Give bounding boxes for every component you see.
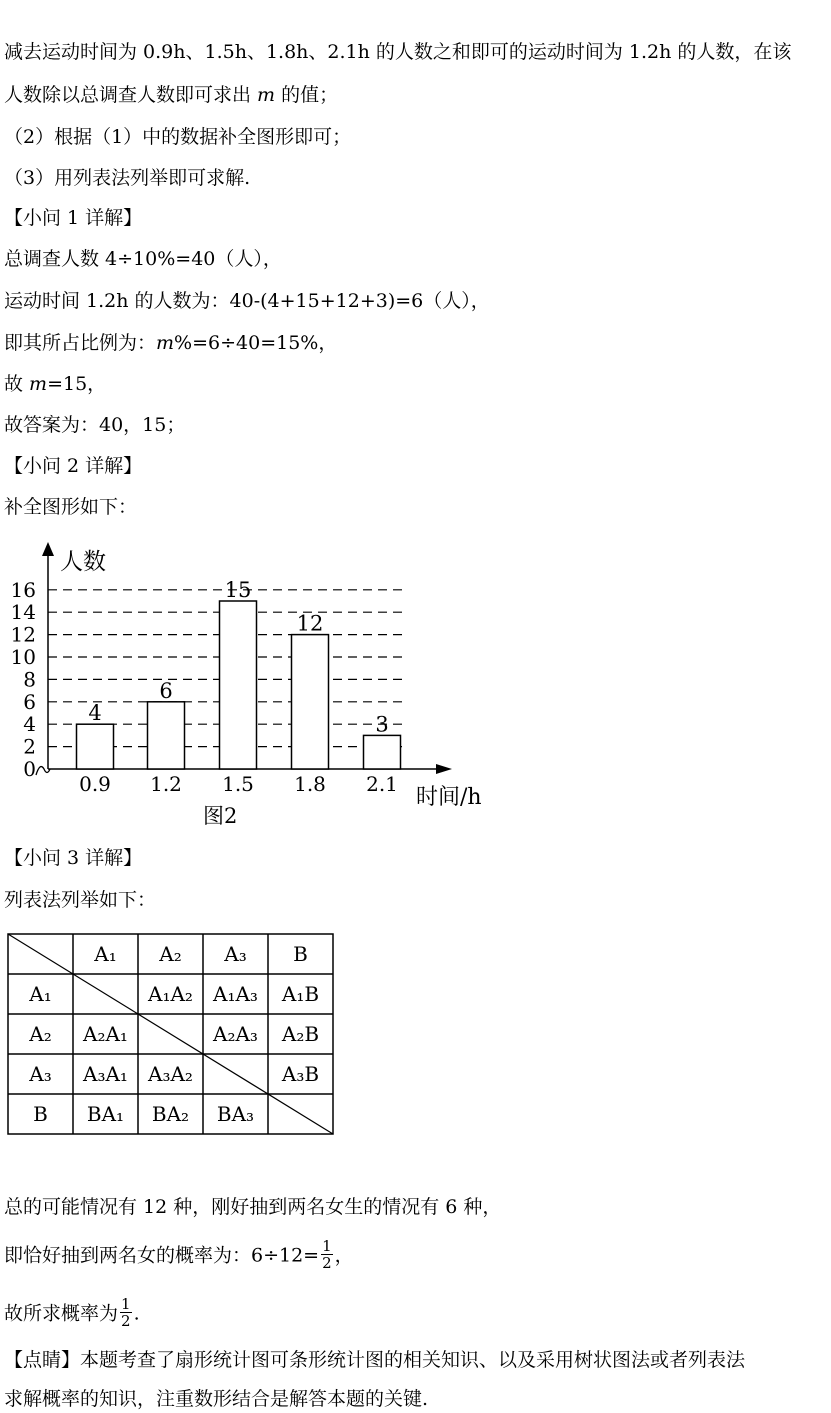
y-tick-label: 4 bbox=[23, 712, 36, 737]
table-cell: A₂A₃ bbox=[213, 1022, 258, 1046]
y-tick-label: 12 bbox=[10, 622, 36, 647]
text-line-3: （2）根据（1）中的数据补全图形即可； bbox=[4, 126, 352, 148]
table-cell: A₂B bbox=[281, 1022, 320, 1046]
chart-caption: 图2 bbox=[203, 804, 238, 828]
table-header-cell: B bbox=[293, 942, 308, 966]
x-tick-label: 0.9 bbox=[79, 772, 111, 796]
x-tick-label: 2.1 bbox=[366, 772, 398, 796]
text-line-16 bbox=[4, 1237, 354, 1273]
fraction-numerator: 1 bbox=[322, 1237, 332, 1255]
y-tick-label: 8 bbox=[23, 667, 36, 692]
y-tick-label: 16 bbox=[10, 577, 36, 602]
math-variable: m bbox=[156, 332, 175, 354]
table-row-header: A₃ bbox=[29, 1062, 52, 1086]
bar bbox=[77, 724, 114, 769]
text-segment: 即其所占比例为： bbox=[4, 332, 157, 354]
bar bbox=[148, 702, 185, 769]
text-segment: . bbox=[133, 1302, 140, 1325]
table-cell: BA₂ bbox=[151, 1102, 190, 1126]
fraction bbox=[120, 1296, 132, 1329]
table-header-cell: A₂ bbox=[159, 942, 182, 966]
text-line-19: 求解概率的知识，注重数形结合是解答本题的关键. bbox=[4, 1388, 429, 1410]
bar-chart bbox=[0, 530, 500, 830]
text-line-8 bbox=[4, 331, 337, 355]
table-cell: A₂A₁ bbox=[83, 1022, 128, 1046]
text-segment: 即恰好抽到两名女的概率为：6÷12= bbox=[4, 1244, 320, 1267]
text-line-6: 总调查人数 4÷10%=40（人）， bbox=[4, 248, 282, 270]
x-tick-label: 1.5 bbox=[222, 772, 254, 796]
y-tick-label: 10 bbox=[10, 645, 36, 669]
math-variable: m bbox=[29, 373, 48, 395]
bar bbox=[292, 635, 329, 769]
y-tick-label: 2 bbox=[23, 734, 36, 759]
section-heading-1: 【小问 1 详解】 bbox=[4, 207, 143, 229]
bar bbox=[364, 735, 401, 769]
section-heading-2: 【小问 2 详解】 bbox=[4, 455, 143, 477]
y-tick-label: 14 bbox=[10, 600, 36, 625]
table-cell: A₃A₂ bbox=[148, 1062, 193, 1086]
section-heading-3: 【小问 3 详解】 bbox=[4, 847, 143, 869]
bar bbox=[220, 601, 257, 769]
data-label: 6 bbox=[159, 678, 173, 703]
y-axis-title: 人数 bbox=[60, 549, 106, 575]
table-cell: BA₃ bbox=[216, 1102, 255, 1126]
fraction-numerator: 1 bbox=[121, 1295, 131, 1313]
x-axis-title: 时间/h bbox=[416, 785, 482, 810]
text-line-17 bbox=[4, 1295, 140, 1331]
data-label: 3 bbox=[375, 712, 389, 737]
data-label: 15 bbox=[224, 578, 252, 602]
y-axis-arrow bbox=[42, 542, 54, 556]
fraction-denominator: 2 bbox=[322, 1254, 332, 1272]
text-segment: 故 bbox=[4, 373, 30, 395]
data-label: 12 bbox=[296, 611, 324, 636]
text-line-9 bbox=[4, 372, 106, 396]
y-tick-label: 0 bbox=[23, 757, 36, 781]
table-header-cell: A₃ bbox=[224, 942, 247, 966]
text-line-15: 总的可能情况有 12 种，刚好抽到两名女生的情况有 6 种， bbox=[4, 1196, 502, 1218]
fraction bbox=[321, 1238, 333, 1271]
text-line-12: 补全图形如下： bbox=[4, 496, 138, 518]
table-row-header: B bbox=[33, 1102, 48, 1126]
text-line-18: 【点睛】本题考查了扇形统计图可条形统计图的相关知识、以及采用树状图法或者列表法 bbox=[4, 1349, 746, 1371]
table-cell: A₃A₁ bbox=[83, 1062, 128, 1086]
x-tick-label: 1.8 bbox=[294, 772, 326, 796]
text-line-14: 列表法列举如下： bbox=[4, 889, 157, 911]
text-segment: =15， bbox=[47, 373, 107, 395]
x-axis-arrow bbox=[436, 764, 452, 774]
fraction-denominator: 2 bbox=[121, 1312, 131, 1330]
data-label: 4 bbox=[88, 701, 102, 726]
table-cell: A₁A₃ bbox=[213, 982, 258, 1006]
text-line-10: 故答案为：40，15； bbox=[4, 414, 186, 436]
table-row-header: A₁ bbox=[29, 982, 52, 1006]
text-line-1: 减去运动时间为 0.9h、1.5h、1.8h、2.1h 的人数之和即可的运动时间为 1.2h 的人数，在该 bbox=[4, 41, 792, 63]
text-segment: ， bbox=[334, 1244, 354, 1267]
table-header-cell: A₁ bbox=[94, 942, 117, 966]
text-line-7: 运动时间 1.2h 的人数为：40-(4+15+12+3)=6（人）， bbox=[4, 290, 490, 312]
table-corner-diagonal bbox=[8, 934, 73, 974]
table-row-header: A₂ bbox=[29, 1022, 52, 1046]
text-segment: 人数除以总调查人数即可求出 bbox=[4, 84, 258, 106]
text-segment: 故所求概率为 bbox=[4, 1302, 119, 1325]
text-line-2 bbox=[4, 83, 338, 107]
text-segment: %=6÷40=15%， bbox=[174, 332, 338, 354]
text-line-4: （3）用列表法列举即可求解. bbox=[4, 167, 251, 189]
table-cell: A₁A₂ bbox=[148, 982, 193, 1006]
math-variable: m bbox=[257, 84, 276, 106]
x-tick-label: 1.2 bbox=[150, 772, 182, 796]
text-segment: 的值； bbox=[275, 84, 339, 106]
table-cell: BA₁ bbox=[86, 1102, 125, 1126]
y-tick-label: 6 bbox=[23, 689, 36, 714]
probability-table bbox=[6, 932, 336, 1138]
table-cell: A₁B bbox=[281, 982, 320, 1006]
table-cell: A₃B bbox=[281, 1062, 320, 1086]
